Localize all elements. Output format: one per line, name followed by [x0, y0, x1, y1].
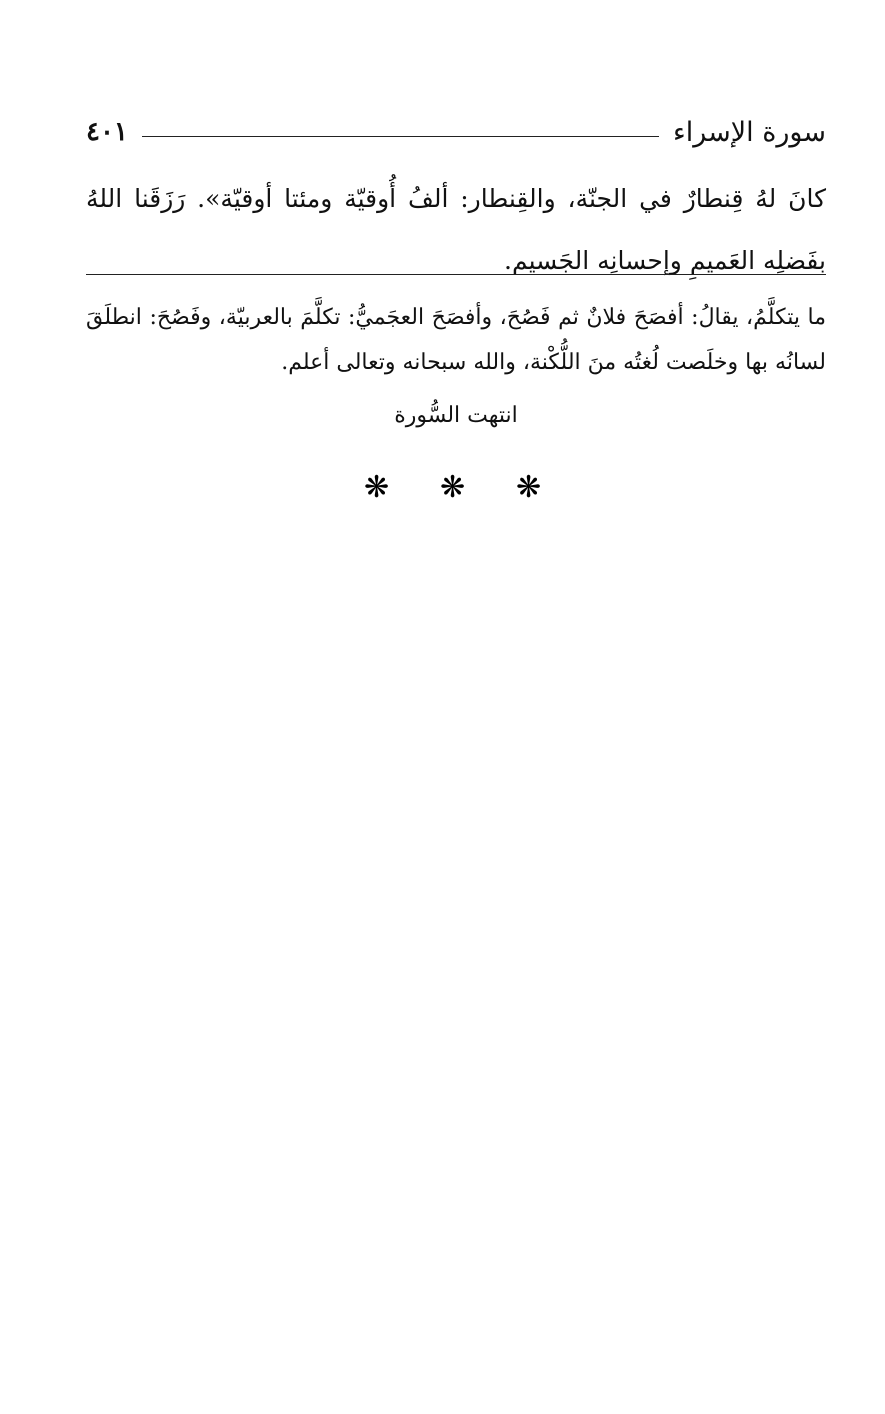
running-header — [86, 112, 826, 152]
asterisk-ornament-icon: ❋ — [364, 470, 390, 505]
footnote-separator — [86, 274, 826, 275]
header-rule — [142, 136, 659, 137]
footnote-paragraph: ما يتكلَّمُ، يقالُ: أفصَحَ فلانٌ ثم فَصُحَ، وأفصَحَ العجَميُّ: تكلَّمَ بالعربيّة، وفَصُحَ: انطلَقَ لسانُه بها وخلَصت لُغتُه منَ اللُّكْنة، والله سبحانه وتعالى أعلم. — [86, 305, 826, 375]
surah-end-note: انتهت السُّورة — [394, 403, 518, 428]
surah-title: سورة الإسراء — [673, 116, 826, 148]
asterisk-ornament-icon: ❋ — [516, 470, 542, 505]
main-text-paragraph: كانَ لهُ قِنطارٌ في الجنّة، والقِنطار: ألفُ أُوقيّة ومئتا أوقيّة». رَزَقَنا اللهُ بفَضلِه العَميمِ وإحسانِه الجَسيم. — [86, 184, 826, 275]
page-number: ٤٠١ — [86, 117, 128, 147]
ornament-row — [0, 468, 885, 508]
asterisk-ornament-icon: ❋ — [440, 470, 466, 505]
